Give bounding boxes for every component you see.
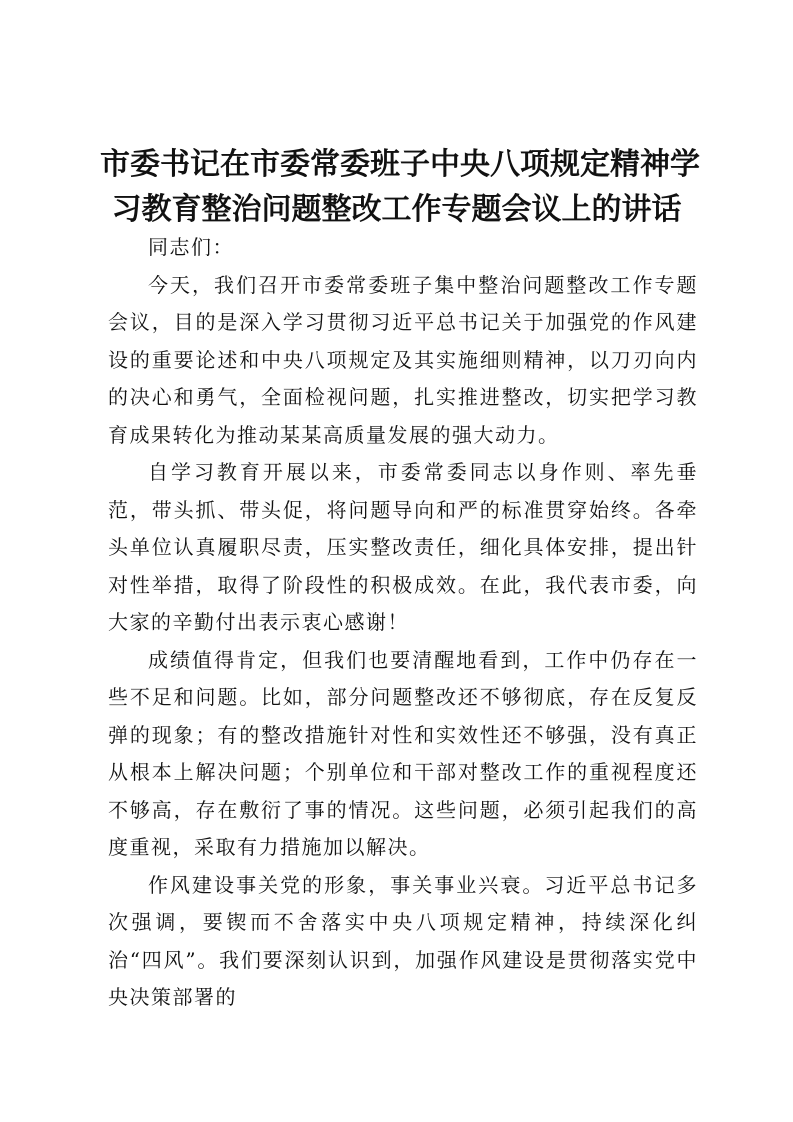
- document-title: [100, 142, 700, 232]
- document-body: [108, 229, 698, 1017]
- title-line-2: 习教育整治问题整改工作专题会议上的讲话: [111, 192, 682, 227]
- paragraph-1: 今天，我们召开市委常委班子集中整治问题整改工作专题会议，目的是深入学习贯彻习近平总书记关于加强党的作风建设的重要论述和中央八项规定及其实施细则精神，以刀刃向内的决心和勇气，全面检视问题，扎实推进整改，切实把学习教育成果转化为推动某某高质量发展的强大动力。: [108, 272, 698, 447]
- paragraph-3: 成绩值得肯定，但我们也要清醒地看到，工作中仍存在一些不足和问题。比如，部分问题整改还不够彻底，存在反复反弹的现象；有的整改措施针对性和实效性还不够强，没有真正从根本上解决问题；个别单位和干部对整改工作的重视程度还不够高，存在敷衍了事的情况。这些问题，必须引起我们的高度重视，采取有力措施加以解决。: [108, 647, 698, 859]
- salutation: 同志们：: [148, 235, 234, 259]
- title-line-1: 市委书记在市委常委班子中央八项规定精神学: [100, 147, 700, 182]
- paragraph-4: 作风建设事关党的形象，事关事业兴衰。习近平总书记多次强调，要锲而不舍落实中央八项规定精神，持续深化纠治“四风”。我们要深刻认识到，加强作风建设是贯彻落实党中央决策部署的: [108, 872, 698, 1009]
- paragraph-2: 自学习教育开展以来，市委常委同志以身作则、率先垂范，带头抓、带头促，将问题导向和严的标准贯穿始终。各牵头单位认真履职尽责，压实整改责任，细化具体安排，提出针对性举措，取得了阶段性的积极成效。在此，我代表市委，向大家的辛勤付出表示衷心感谢！: [108, 460, 698, 634]
